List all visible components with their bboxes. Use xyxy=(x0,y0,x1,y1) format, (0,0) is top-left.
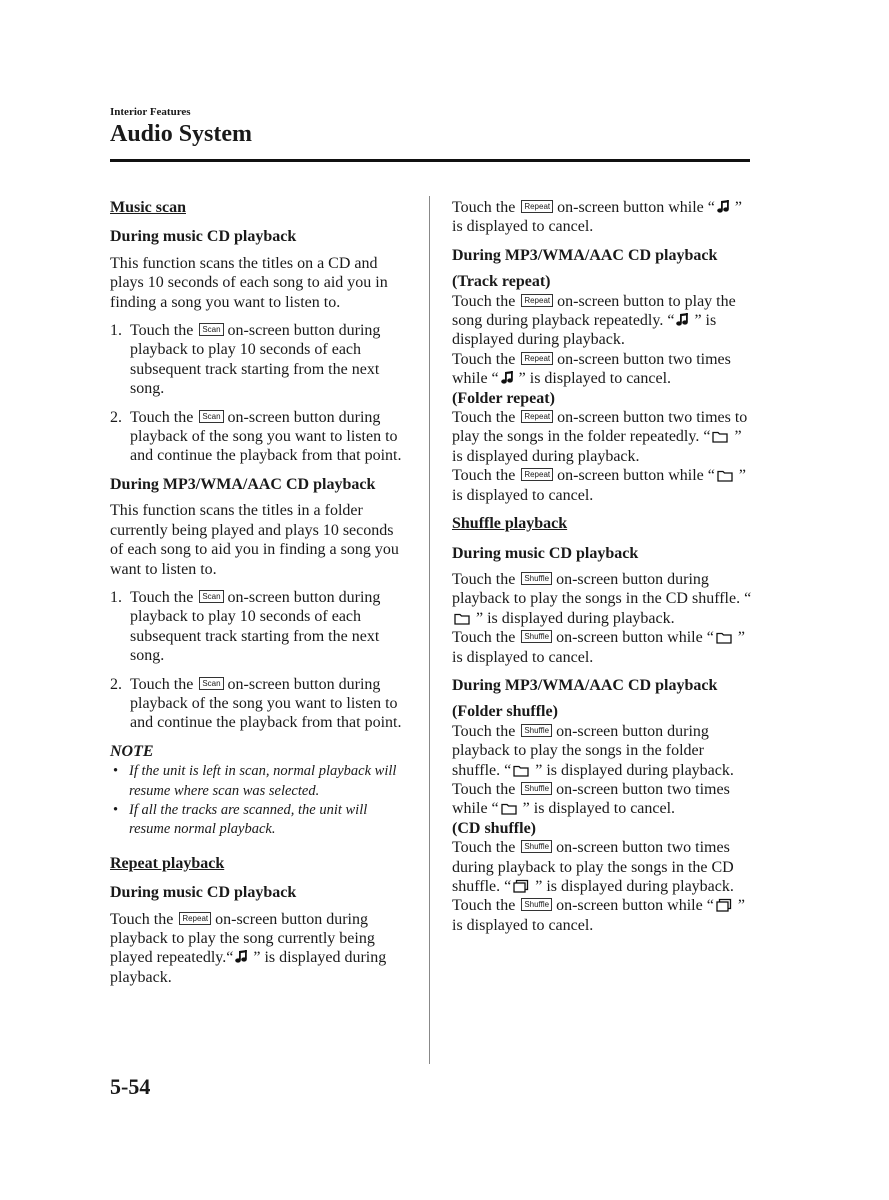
folder-shuffle-on-text: on-screen button during playback to play the songs in the folder shuffle. xyxy=(452,722,709,779)
step-number: 1. xyxy=(110,588,122,606)
music-scan-mp3-steps xyxy=(110,588,410,733)
page-number: 5-54 xyxy=(110,1074,151,1099)
shuffle-button[interactable]: Shuffle xyxy=(521,572,552,585)
touch-the-text: Touch the xyxy=(452,629,516,647)
step-text: on-screen button during playback of the song you want to listen to and continue the playback from that point. xyxy=(130,408,402,465)
open-quote: “ xyxy=(744,590,752,608)
repeat-button[interactable]: Repeat xyxy=(521,410,553,423)
folder-shuffle-off-text: on-screen button two times while xyxy=(452,780,730,818)
touch-the-text: Touch the xyxy=(110,910,174,928)
right-column xyxy=(452,198,752,935)
touch-the-text: Touch the xyxy=(130,322,194,340)
repeat-button[interactable]: Repeat xyxy=(521,200,553,213)
folder-icon xyxy=(454,612,470,625)
folder-shuffle-heading: (Folder shuffle) xyxy=(452,703,558,721)
open-quote: “ xyxy=(667,312,675,330)
music-note-icon xyxy=(235,950,247,964)
folder-shuffle-on-tail: ” is displayed during playback. xyxy=(531,761,734,779)
open-quote: “ xyxy=(491,370,499,388)
disc-stack-icon xyxy=(716,898,732,912)
left-column xyxy=(110,198,410,996)
note-list xyxy=(110,762,410,840)
open-quote: “ xyxy=(707,199,715,216)
list-item xyxy=(110,588,410,666)
header-rule xyxy=(110,159,750,162)
open-quote: “ xyxy=(707,467,715,485)
folder-repeat-on-text: on-screen button two times to play the songs in the folder repeatedly. xyxy=(452,409,748,446)
folder-icon xyxy=(712,430,728,443)
note-heading: NOTE xyxy=(110,742,154,760)
open-quote: “ xyxy=(504,761,512,779)
folder-shuffle-off xyxy=(452,780,752,819)
folder-icon xyxy=(717,469,733,482)
music-note-icon xyxy=(676,313,688,327)
note-item xyxy=(110,801,410,840)
folder-icon xyxy=(513,764,529,777)
folder-icon xyxy=(716,631,732,644)
repeat-cancel-paragraph xyxy=(452,198,752,237)
shuffle-cd-off-tail: ” is displayed to cancel. xyxy=(452,629,745,666)
disc-stack-icon xyxy=(513,879,529,893)
touch-the-text: Touch the xyxy=(130,408,194,426)
music-note-icon xyxy=(717,200,729,214)
touch-the-text: Touch the xyxy=(452,570,516,588)
cd-shuffle-on-text: on-screen button two times during playback to play the songs in the CD shuffle. xyxy=(452,839,734,895)
track-repeat-off xyxy=(452,350,752,389)
music-scan-heading: Music scan xyxy=(110,199,186,216)
step-number: 2. xyxy=(110,408,122,426)
open-quote: “ xyxy=(491,800,499,818)
folder-repeat-off-tail: ” is displayed to cancel. xyxy=(452,467,746,504)
folder-shuffle-on xyxy=(452,722,752,780)
folder-shuffle-off-tail: ” is displayed to cancel. xyxy=(518,800,676,818)
step-text: on-screen button during playback of the song you want to listen to and continue the playback from that point. xyxy=(130,675,402,732)
repeat-cd-paragraph xyxy=(110,910,410,988)
music-scan-mp3-description: This function scans the titles in a folder currently being played and plays 10 seconds of each song to aid you in finding a song you want to listen to. xyxy=(110,502,399,578)
track-repeat-off-tail: ” is displayed to cancel. xyxy=(514,370,672,388)
touch-the-text: Touch the xyxy=(452,722,516,740)
music-scan-cd-heading: During music CD playback xyxy=(110,228,297,246)
step-number: 1. xyxy=(110,322,122,340)
touch-the-text: Touch the xyxy=(130,588,194,606)
scan-button[interactable]: Scan xyxy=(199,323,223,336)
cd-shuffle-heading: (CD shuffle) xyxy=(452,819,536,837)
cd-shuffle-on-tail: ” is displayed during playback. xyxy=(531,878,734,895)
folder-repeat-on-tail: ” is displayed during playback. xyxy=(452,428,742,465)
music-note-icon xyxy=(501,371,513,385)
repeat-button[interactable]: Repeat xyxy=(521,468,553,481)
music-scan-cd-steps xyxy=(110,321,410,466)
scan-button[interactable]: Scan xyxy=(199,677,223,690)
note-text: If the unit is left in scan, normal playback will resume where scan was selected. xyxy=(129,763,397,799)
repeat-mp3-heading: During MP3/WMA/AAC CD playback xyxy=(452,246,718,264)
track-repeat-on xyxy=(452,292,752,350)
music-scan-cd-description: This function scans the titles on a CD and plays 10 seconds of each song to aid you in finding a song you want to listen to. xyxy=(110,254,388,311)
cd-shuffle-off-text: on-screen button while xyxy=(556,897,703,915)
folder-repeat-heading: (Folder repeat) xyxy=(452,389,555,407)
music-scan-mp3-heading: During MP3/WMA/AAC CD playback xyxy=(110,475,376,493)
shuffle-button[interactable]: Shuffle xyxy=(521,898,552,911)
track-repeat-on-text: on-screen button to play the song during playback repeatedly. xyxy=(452,292,736,330)
open-quote: “ xyxy=(703,428,711,446)
folder-repeat-on xyxy=(452,408,752,466)
repeat-cancel-tail: ” is displayed to cancel. xyxy=(452,199,742,236)
repeat-cancel-text: on-screen button while xyxy=(557,199,704,216)
repeat-cd-tail: ” is displayed during playback. xyxy=(110,949,387,986)
list-item xyxy=(110,321,410,399)
note-text: If all the tracks are scanned, the unit will resume normal playback. xyxy=(129,801,368,838)
bullet: • xyxy=(113,801,119,818)
column-divider xyxy=(429,196,430,1064)
folder-repeat-off-text: on-screen button while xyxy=(557,467,704,485)
list-item xyxy=(110,675,410,733)
track-repeat-on-tail: ” is displayed during playback. xyxy=(452,312,717,349)
shuffle-button[interactable]: Shuffle xyxy=(521,724,552,737)
shuffle-cd-on-tail: ” is displayed during playback. xyxy=(472,609,675,627)
touch-the-text: Touch the xyxy=(452,780,516,798)
touch-the-text: Touch the xyxy=(452,409,516,427)
shuffle-playback-heading: Shuffle playback xyxy=(452,515,568,533)
open-quote: “ xyxy=(706,897,714,915)
open-quote: “ xyxy=(226,949,234,967)
scan-button[interactable]: Scan xyxy=(199,410,223,423)
open-quote: “ xyxy=(706,629,714,647)
page-title: Audio System xyxy=(110,121,253,147)
touch-the-text: Touch the xyxy=(452,839,516,857)
shuffle-button[interactable]: Shuffle xyxy=(521,840,552,853)
step-number: 2. xyxy=(110,675,122,693)
cd-shuffle-off-tail: ” is displayed to cancel. xyxy=(452,897,745,934)
repeat-button[interactable]: Repeat xyxy=(521,294,553,307)
repeat-cd-heading: During music CD playback xyxy=(110,884,297,902)
section-label: Interior Features xyxy=(110,106,191,118)
shuffle-button[interactable]: Shuffle xyxy=(521,630,552,643)
open-quote: “ xyxy=(504,878,512,895)
shuffle-cd-on xyxy=(452,570,752,628)
cd-shuffle-off xyxy=(452,896,752,935)
cd-shuffle-on xyxy=(452,838,752,896)
folder-repeat-off xyxy=(452,466,752,505)
shuffle-cd-on-text: on-screen button during playback to play the songs in the CD shuffle. xyxy=(452,570,741,608)
shuffle-cd-off xyxy=(452,628,752,667)
touch-the-text: Touch the xyxy=(452,897,516,915)
step-text: on-screen button during playback to play 10 seconds of each subsequent track starting from the next song. xyxy=(130,322,381,398)
header xyxy=(110,106,750,148)
touch-the-text: Touch the xyxy=(452,350,516,368)
step-text: on-screen button during playback to play 10 seconds of each subsequent track starting from the next song. xyxy=(130,588,381,665)
touch-the-text: Touch the xyxy=(452,467,516,485)
note-item xyxy=(110,762,410,801)
repeat-cd-text: on-screen button during playback to play the song currently being played repeatedly. xyxy=(110,910,375,967)
bullet: • xyxy=(113,763,119,780)
touch-the-text: Touch the xyxy=(130,675,194,693)
touch-the-text: Touch the xyxy=(452,292,516,310)
repeat-button[interactable]: Repeat xyxy=(179,912,211,925)
track-repeat-off-text: on-screen button two times while xyxy=(452,350,731,388)
list-item xyxy=(110,408,410,466)
repeat-button[interactable]: Repeat xyxy=(521,352,553,365)
folder-icon xyxy=(501,802,517,815)
scan-button[interactable]: Scan xyxy=(199,590,223,603)
track-repeat-heading: (Track repeat) xyxy=(452,273,551,291)
shuffle-cd-heading: During music CD playback xyxy=(452,544,639,562)
shuffle-mp3-heading: During MP3/WMA/AAC CD playback xyxy=(452,676,718,694)
shuffle-cd-off-text: on-screen button while xyxy=(556,629,703,647)
shuffle-button[interactable]: Shuffle xyxy=(521,782,552,795)
repeat-playback-heading: Repeat playback xyxy=(110,854,225,872)
touch-the-text: Touch the xyxy=(452,199,516,216)
